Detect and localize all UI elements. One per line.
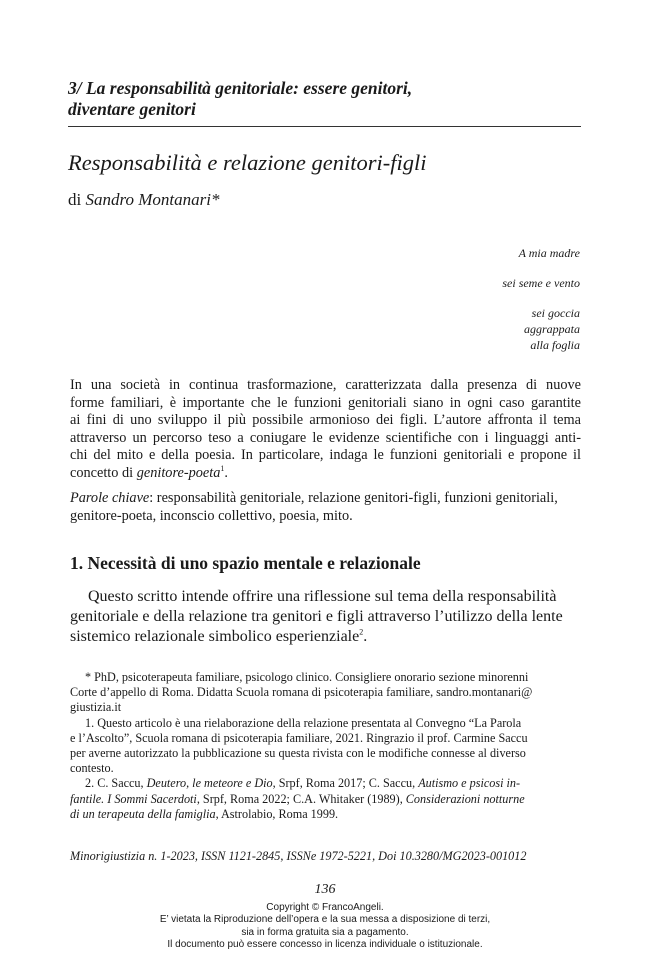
footnote-line: e l’Ascolto”, Scuola romana di psicoterapia familiare, 2021. Ringrazio il prof. Carmine Saccu [70, 730, 528, 745]
footnote-line: Corte d’appello di Roma. Didatta Scuola romana di psicoterapia familiare, sandro.montanari@ [70, 685, 533, 700]
footnote-line [70, 776, 581, 791]
footnote-line: * PhD, psicoterapeuta familiare, psicologo clinico. Consigliere onorario sezione minorenni [85, 670, 529, 684]
dedication-line: A mia madre [518, 246, 580, 260]
keywords-line: genitore-poeta, inconscio collettivo, poesia, mito. [70, 507, 353, 524]
author-line [68, 190, 219, 210]
footnote-ref[interactable]: 1 [220, 464, 225, 474]
footnote-line [70, 807, 581, 822]
footnote-text: , Srpf, Roma 2017; C. Saccu, [272, 776, 419, 791]
abstract-line: forme familiari, è importante che le funzioni genitoriali siano in ogni caso garantite [70, 394, 581, 411]
section-header-line: diventare genitori [68, 99, 196, 119]
abstract-term: genitore-poeta [136, 464, 221, 481]
footnote-book-title: fantile. I Sommi Sacerdoti [70, 791, 197, 806]
copyright-line: Il documento può essere concesso in licenza individuale o istituzionale. [167, 939, 483, 951]
dedication-line: aggrappata [523, 322, 580, 336]
body-line: Questo scritto intende offrire una riflessione sul tema della responsabilità [88, 588, 557, 605]
keywords-line [70, 490, 581, 508]
abstract-line: chi del mito e della poesia. In particolare, indaga le funzioni genitoriali e propone il [70, 447, 581, 464]
footnote-book-title: di un terapeuta della famiglia [70, 806, 216, 821]
footnote-text: 2. C. Saccu, [85, 776, 147, 791]
body-text: . [363, 628, 368, 645]
abstract-text: concetto di [70, 464, 137, 481]
footnote-text: , Astrolabio, Roma 1999. [215, 806, 339, 821]
footnote-book-title: Deutero, le meteore e Dio [146, 776, 273, 791]
copyright-line: sia in forma gratuita sia a pagamento. [241, 926, 409, 938]
footnote-book-title: Considerazioni notturne [405, 791, 525, 806]
section-header-line: 3/ La responsabilità genitoriale: essere genitori, [68, 78, 413, 98]
abstract-text: . [224, 464, 228, 481]
copyright-line: E’ vietata la Riproduzione dell’opera e la sua messa a disposizione di terzi, [159, 914, 491, 926]
footnote-book-title: Autismo e psicosi in- [418, 776, 521, 791]
keywords-text: : responsabilità genitoriale, relazione genitori-figli, funzioni genitoriali, [149, 490, 558, 506]
dedication-line: sei seme e vento [502, 276, 580, 290]
header-rule [68, 126, 581, 127]
journal-citation: Minorigiustizia n. 1-2023, ISSN 1121-2845, ISSNe 1972-5221, Doi 10.3280/MG2023-001012 [70, 849, 527, 863]
page-number: 136 [314, 882, 336, 897]
body-text: sistemico relazionale simbolico esperienziale [70, 628, 360, 645]
author-name: Sandro Montanari* [85, 190, 220, 209]
footnote-line: giustizia.it [70, 700, 122, 715]
keywords [70, 490, 581, 525]
author-prefix: di [68, 190, 82, 209]
footnote-line: per averne autorizzato la pubblicazione su questa rivista con le modifiche connesse al diverso [70, 746, 526, 761]
footnote-text: , Srpf, Roma 2022; C.A. Whitaker (1989), [196, 791, 406, 806]
copyright-notice [0, 902, 650, 952]
footnote-line: 1. Questo articolo è una rielaborazione della relazione presentata al Convegno “La Parola [85, 715, 522, 730]
footnote-line: contesto. [70, 761, 114, 776]
dedication-line: alla foglia [530, 338, 580, 352]
dedication [380, 245, 580, 353]
abstract-line: In una società in continua trasformazione, caratterizzata dalla presenza di nuove [70, 377, 581, 393]
abstract [70, 377, 581, 483]
footnotes [70, 670, 581, 822]
article-title: Responsabilità e relazione genitori-figli [68, 150, 427, 175]
copyright-line: Copyright © FrancoAngeli. [266, 902, 384, 913]
footnote-line [70, 792, 581, 807]
keywords-label: Parole chiave [70, 490, 150, 506]
abstract-line: ai fini di uno sviluppo il più possibile armonioso dei figli. L’autore affronta il tema [70, 412, 581, 429]
body-line: genitoriale e della relazione tra genitori e figli attraverso l’utilizzo della lente [70, 608, 563, 625]
section-heading: 1. Necessità di uno spazio mentale e relazionale [70, 553, 421, 573]
abstract-line: attraverso un percorso teso a coniugare le evidenze scientifiche con i linguaggi anti- [70, 429, 581, 446]
body-paragraph [70, 587, 581, 647]
dedication-line: sei goccia [531, 306, 580, 320]
section-header [68, 78, 588, 120]
abstract-line [70, 465, 581, 483]
footnote-ref[interactable]: 2 [359, 627, 364, 637]
body-line [70, 627, 581, 647]
